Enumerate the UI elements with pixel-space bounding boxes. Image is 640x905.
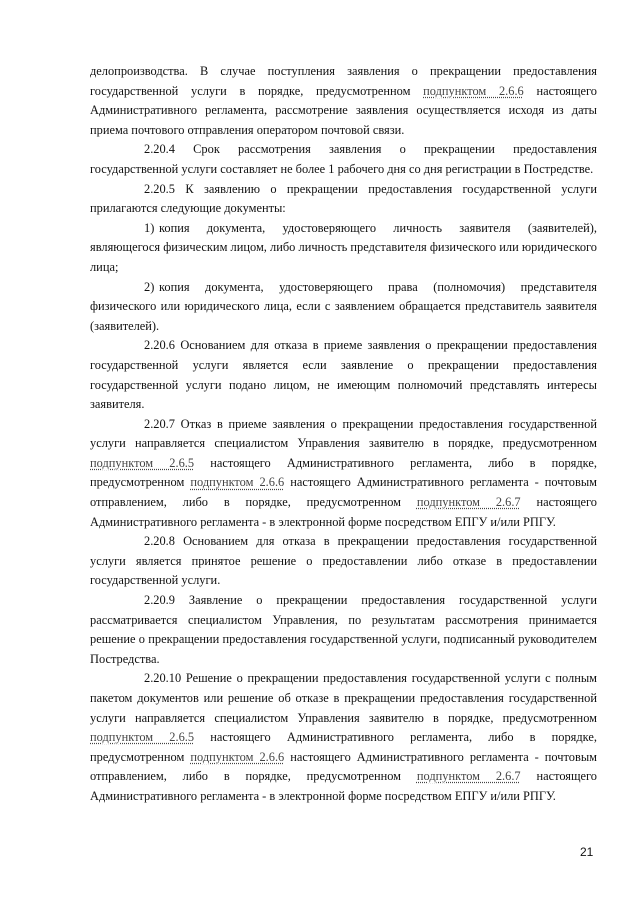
link-subclause-2-6-6[interactable]: подпунктом 2.6.6 xyxy=(423,83,524,98)
paragraph-2-20-4: 2.20.4 Срок рассмотрения заявления о прекращении предоставления государственной услуги составляет не более 1 рабочего дня со дня регистрации в Постредстве. xyxy=(90,142,597,176)
clause-number: 2.20.6 xyxy=(144,338,175,353)
clause-number: 2.20.8 xyxy=(144,534,175,549)
clause-number: 2.20.4 xyxy=(144,142,175,157)
clause-number: 2.20.9 xyxy=(144,593,175,608)
link-subclause-2-6-7[interactable]: подпунктом 2.6.7 xyxy=(416,495,521,510)
paragraph-2-20-7: 2.20.7 Отказ в приеме заявления о прекращении предоставления государственной услуги направляется специалистом Управления заявителю в порядке, предусмотренном подпунктом 2.6.5 настоящего Административного регламента, либо в порядке, предусмотренном подпунктом 2.6.6 настоящего Административного регламента - почтовым отправлением, либо в порядке, предусмотренном подпунктом 2.6.7 настоящего Административного регламента - в электронной форме посредством ЕПГУ и/или РПГУ. xyxy=(90,416,597,529)
list-item-2: 2) копия документа, удостоверяющего права (полномочия) представителя физического или юридического лица, если с заявлением обращается представитель заявителя (заявителей). xyxy=(90,279,597,333)
link-subclause-2-6-5[interactable]: подпунктом 2.6.5 xyxy=(90,455,195,470)
link-subclause-2-6-6[interactable]: подпунктом 2.6.6 xyxy=(190,749,285,764)
clause-number: 2.20.7 xyxy=(144,416,175,431)
list-item-number: 2) xyxy=(144,279,155,294)
paragraph-2-20-10: 2.20.10 Решение о прекращении предоставления государственной услуги с полным пакетом документов или решение об отказе в прекращении предоставления государственной услуги направляется специалистом Управления заявителю в порядке, предусмотренном подпунктом 2.6.5 настоящего Административного регламента, либо в порядке, предусмотренном подпунктом 2.6.6 настоящего Административного регламента - почтовым отправлением, либо в порядке, предусмотренном подпунктом 2.6.7 настоящего Административного регламента - в электронной форме посредством ЕПГУ и/или РПГУ. xyxy=(90,671,598,803)
paragraph-2-20-5: 2.20.5 К заявлению о прекращении предоставления государственной услуги прилагаются следующие документы: xyxy=(90,181,597,216)
document-body xyxy=(90,62,597,807)
clause-number: 2.20.5 xyxy=(144,181,175,196)
list-item-number: 1) xyxy=(144,220,155,235)
paragraph-continuation: делопроизводства. В случае поступления заявления о прекращении предоставления государственной услуги в порядке, предусмотренном подпунктом 2.6.6 настоящего Административного регламента, рассмотрение заявления осуществляется исходя из даты приема почтового отправления оператором почтовой связи. xyxy=(90,64,597,137)
page-number: 21 xyxy=(580,845,594,859)
link-subclause-2-6-7[interactable]: подпунктом 2.6.7 xyxy=(416,769,521,784)
link-subclause-2-6-5[interactable]: подпунктом 2.6.5 xyxy=(90,730,195,745)
paragraph-2-20-9: 2.20.9 Заявление о прекращении предоставления государственной услуги рассматривается специалистом Управления, по результатам рассмотрения принимается решение о прекращении предоставления государственной услуги, подписанный руководителем Постредства. xyxy=(90,593,597,666)
link-subclause-2-6-6[interactable]: подпунктом 2.6.6 xyxy=(190,475,285,490)
clause-number: 2.20.10 xyxy=(144,671,182,686)
paragraph-2-20-6: 2.20.6 Основанием для отказа в приеме заявления о прекращении предоставления государственной услуги является если заявление о прекращении предоставления государственной услуги подано лицом, не имеющим полномочий представлять интересы заявителя. xyxy=(90,338,598,412)
list-item-1: 1) копия документа, удостоверяющего личность заявителя (заявителей), являющегося физическим лицом, либо личность представителя физического или юридического лица; xyxy=(90,220,597,274)
paragraph-2-20-8: 2.20.8 Основанием для отказа в прекращении предоставления государственной услуги является принятое решение о предоставлении либо отказе в предоставлении государственной услуги. xyxy=(90,534,597,588)
